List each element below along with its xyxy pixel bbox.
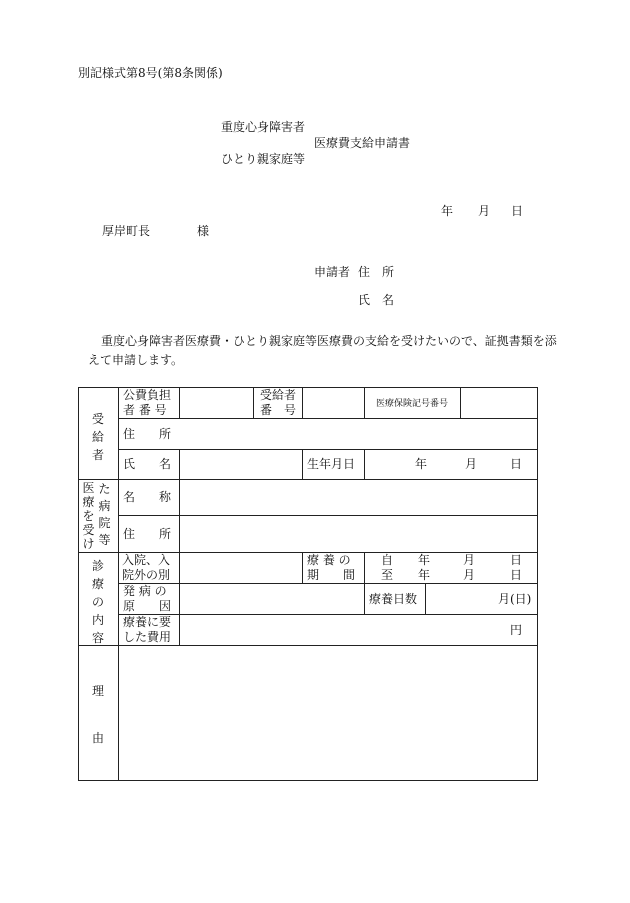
period-to-year: 年 (418, 568, 431, 582)
public-payer-no-label-2: 者 番 号 (123, 403, 167, 417)
body-line-1: 重度心身障害者医療費・ひとり親家庭等医療費の支給を受けたいので、証拠書類を添 (101, 334, 557, 348)
addressee-honorific: 様 (197, 224, 210, 238)
form-number: 別記様式第8号(第8条関係) (78, 66, 223, 80)
onset-cause-label-2: 原 因 (123, 599, 172, 613)
applicant-label: 申請者 (314, 265, 351, 279)
title-main: 医療費支給申請書 (314, 136, 411, 150)
period-to-month: 月 (463, 568, 476, 582)
recipient-no-label-2: 番 号 (260, 403, 297, 417)
inpatient-outpatient-label-1: 入院、入 (122, 553, 171, 567)
period-to-day: 日 (510, 568, 523, 582)
facility-address-label: 住 所 (123, 527, 172, 541)
reason-label-2: 由 (92, 731, 105, 745)
treatment-section-label: 診 療 の 内 容 (91, 559, 104, 645)
insurance-symbol-no-label: 医療保険記号番号 (376, 399, 449, 409)
period-from-month: 月 (463, 553, 476, 567)
title-line-2: ひとり親家庭等 (221, 152, 306, 166)
public-payer-no-label-1: 公費負担 (123, 388, 172, 402)
body-line-2: えて申請します。 (88, 353, 184, 367)
date-year-label: 年 (441, 204, 454, 218)
date-day-label: 日 (511, 204, 524, 218)
applicant-name-label: 氏 名 (358, 293, 395, 307)
onset-cause-label-1: 発 病 の (123, 584, 167, 598)
birth-date-label: 生年月日 (307, 457, 356, 471)
recipient-address-label: 住 所 (123, 427, 172, 441)
birth-year-label: 年 (415, 457, 428, 471)
applicant-address-label: 住 所 (358, 265, 395, 279)
recuperation-days-label: 療養日数 (369, 592, 418, 606)
reason-label-1: 理 (92, 684, 105, 698)
period-from-day: 日 (510, 553, 523, 567)
period-from-label: 自 (381, 553, 394, 567)
inpatient-outpatient-label-2: 院外の別 (122, 568, 171, 582)
recipient-name-label: 氏 名 (123, 457, 172, 471)
period-from-year: 年 (418, 553, 431, 567)
period-to-label: 至 (381, 568, 394, 582)
date-month-label: 月 (478, 204, 491, 218)
addressee-name: 厚岸町長 (102, 224, 151, 238)
hospital-section-label-col1: 医 療 を 受 け (82, 481, 95, 551)
birth-day-label: 日 (510, 457, 523, 471)
facility-name-label: 名 称 (123, 490, 172, 504)
birth-month-label: 月 (465, 457, 478, 471)
cost-label-2: した費用 (123, 630, 172, 644)
recuperation-period-label-2: 期 間 (307, 568, 356, 582)
title-line-1: 重度心身障害者 (221, 120, 306, 134)
days-unit-label: 月(日) (498, 592, 532, 606)
recipient-section-label: 受 給 者 (91, 412, 104, 462)
recuperation-period-label-1: 療 養 の (307, 553, 351, 567)
cost-label-1: 療養に要 (123, 615, 172, 629)
hospital-section-label-col2: た 病 院 等 (98, 482, 111, 547)
recipient-no-label-1: 受給者 (260, 388, 297, 402)
yen-label: 円 (510, 623, 523, 637)
